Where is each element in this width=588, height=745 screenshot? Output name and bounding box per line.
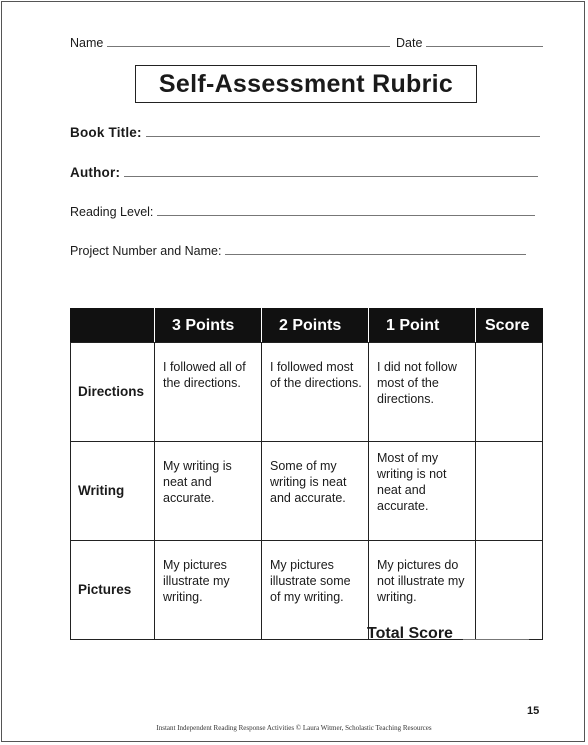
reading-level-label: Reading Level: (70, 205, 154, 219)
date-row (396, 36, 543, 50)
cell-1-point: My pictures do not illustrate my writing. (369, 541, 476, 640)
cell-3-points: My writing is neat and accurate. (155, 442, 262, 541)
name-row (70, 36, 390, 50)
table-row (71, 343, 543, 442)
page-number: 15 (527, 705, 540, 717)
cell-1-point: Most of my writing is not neat and accurate. (369, 442, 476, 541)
book-title-field[interactable] (146, 136, 540, 137)
cell-2-points: My pictures illustrate some of my writing. (262, 541, 369, 640)
row-label-writing: Writing (71, 442, 155, 541)
author-row (70, 165, 538, 180)
total-score-label: Total Score (367, 625, 453, 642)
header-1-point: 1 Point (369, 309, 476, 343)
cell-3-points: I followed all of the directions. (155, 343, 262, 442)
project-label: Project Number and Name: (70, 244, 222, 258)
row-label-directions: Directions (71, 343, 155, 442)
reading-level-field[interactable] (157, 215, 535, 216)
rubric-table (70, 308, 543, 640)
book-title-row (70, 125, 540, 140)
project-row (70, 244, 526, 258)
header-2-points: 2 Points (262, 309, 369, 343)
reading-level-row (70, 205, 535, 219)
header-score: Score (476, 309, 543, 343)
author-label: Author: (70, 165, 121, 180)
row-label-pictures: Pictures (71, 541, 155, 640)
book-title-label: Book Title: (70, 125, 142, 140)
project-field[interactable] (225, 254, 526, 255)
score-cell-directions[interactable] (476, 343, 543, 442)
table-row (71, 442, 543, 541)
page-title: Self-Assessment Rubric (135, 65, 477, 103)
header-3-points: 3 Points (155, 309, 262, 343)
rubric-header-row (71, 309, 543, 343)
header-blank (71, 309, 155, 343)
cell-2-points: Some of my writing is neat and accurate. (262, 442, 369, 541)
footer-credit: Instant Independent Reading Response Activities © Laura Witmer, Scholastic Teaching Resources (156, 724, 432, 732)
name-label: Name (70, 36, 104, 50)
cell-1-point: I did not follow most of the directions. (369, 343, 476, 442)
total-score-row (367, 625, 529, 643)
cell-3-points: My pictures illustrate my writing. (155, 541, 262, 640)
total-score-field[interactable] (463, 639, 529, 640)
date-field[interactable] (426, 46, 543, 47)
cell-2-points: I followed most of the directions. (262, 343, 369, 442)
name-field[interactable] (107, 46, 390, 47)
date-label: Date (396, 36, 423, 50)
author-field[interactable] (124, 176, 538, 177)
score-cell-writing[interactable] (476, 442, 543, 541)
